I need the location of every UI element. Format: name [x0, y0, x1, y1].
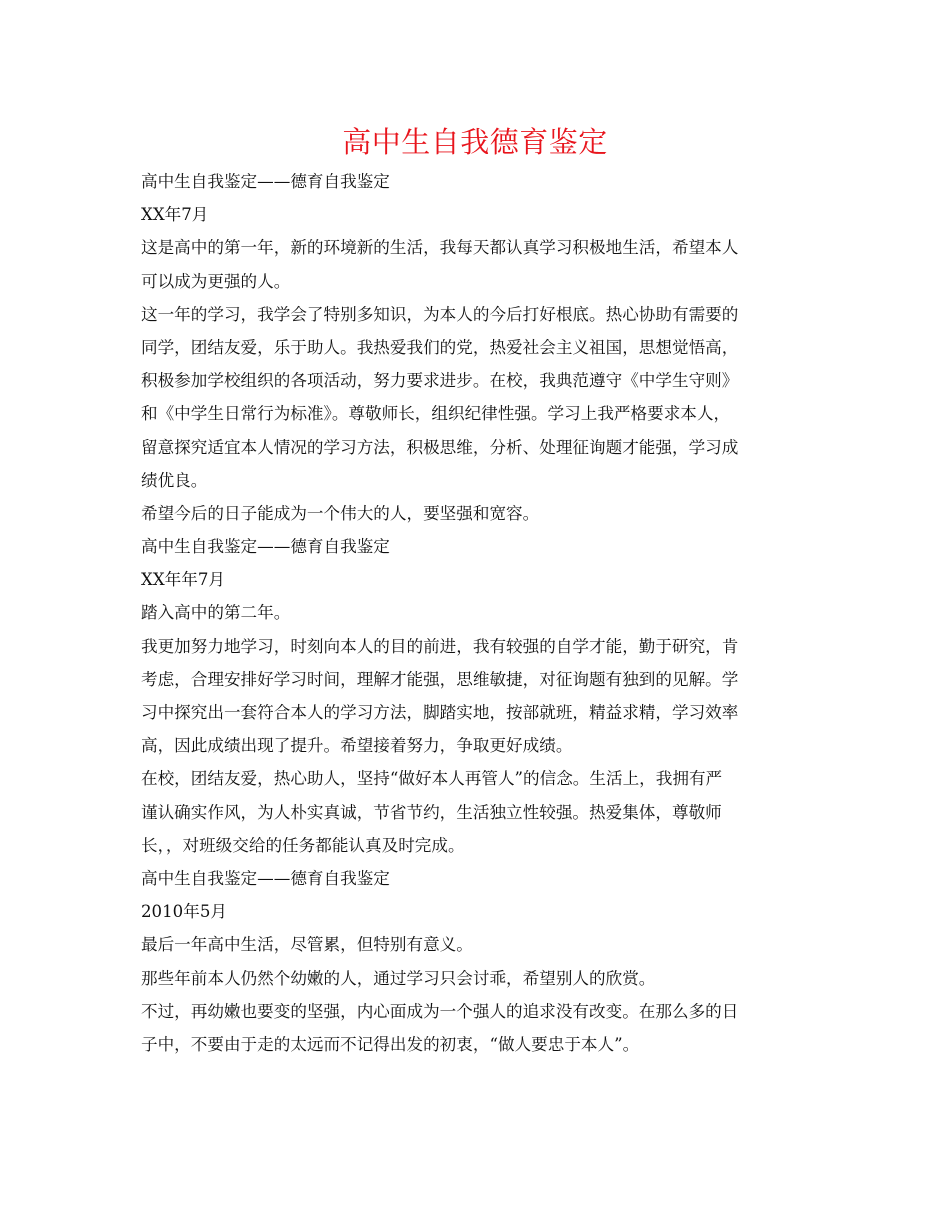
text-line: 这一年的学习，我学会了特别多知识，为本人的今后打好根底。热心协助有需要的: [141, 304, 739, 324]
text-line: 不过，再幼嫩也要变的坚强，内心面成为一个强人的追求没有改变。在那么多的日: [141, 1001, 739, 1021]
text-line: 最后一年高中生活，尽管累，但特别有意义。: [141, 935, 473, 955]
text-line: 可以成为更强的人。: [141, 271, 291, 291]
text-line: XX年年7月: [141, 570, 225, 590]
text-line: 那些年前本人仍然个幼嫩的人，通过学习只会讨乖，希望别人的欣赏。: [141, 968, 656, 988]
text-line: 子中，不要由于走的太远而不记得出发的初衷，“做人要忠于本人”。: [141, 1034, 640, 1054]
document-body: [141, 165, 813, 1061]
text-line: 绩优良。: [141, 470, 208, 490]
text-line: XX年7月: [141, 205, 209, 225]
text-line: 习中探究出一套符合本人的学习方法，脚踏实地，按部就班，精益求精，学习效率: [141, 703, 739, 722]
text-line: 这是高中的第一年，新的环境新的生活，我每天都认真学习积极地生活，希望本人: [141, 238, 739, 258]
text-line: 同学，团结友爱，乐于助人。我热爱我们的党，热爱社会主义祖国，思想觉悟高，: [141, 337, 739, 357]
text-line: 谨认确实作风，为人朴实真诚，节省节约，生活独立性较强。热爱集体，尊敬师: [141, 802, 722, 822]
text-line: 高中生自我鉴定——德育自我鉴定: [141, 172, 390, 191]
text-line: 积极参加学校组织的各项活动，努力要求进步。在校，我典范遵守《中学生守则》: [141, 371, 739, 391]
text-line: 我更加努力地学习，时刻向本人的目的前进，我有较强的自学才能，勤于研究，肯: [141, 636, 739, 656]
text-line: 在校，团结友爱，热心助人，坚持“做好本人再管人”的信念。生活上，我拥有严: [141, 769, 723, 789]
text-line: 长，，对班级交给的任务都能认真及时完成。: [141, 835, 465, 855]
text-line: 留意探究适宜本人情况的学习方法，积极思维，分析、处理征询题才能强，学习成: [141, 437, 739, 457]
text-line: 踏入高中的第二年。: [141, 603, 291, 623]
text-line: 和《中学生日常行为标准》。尊敬师长，组织纪律性强。学习上我严格要求本人，: [141, 404, 731, 424]
text-line: 高中生自我鉴定——德育自我鉴定: [141, 537, 390, 557]
text-line: 高中生自我鉴定——德育自我鉴定: [141, 868, 390, 888]
text-line: 希望今后的日子能成为一个伟大的人，要坚强和宽容。: [141, 503, 540, 523]
text-line: 2010年5月: [141, 902, 227, 922]
document-title: 高中生自我德育鉴定: [342, 125, 608, 159]
text-line: 考虑，合理安排好学习时间，理解才能强，思维敏捷，对征询题有独到的见解。学: [141, 669, 739, 689]
text-line: 高，因此成绩出现了提升。希望接着努力，争取更好成绩。: [141, 736, 573, 756]
